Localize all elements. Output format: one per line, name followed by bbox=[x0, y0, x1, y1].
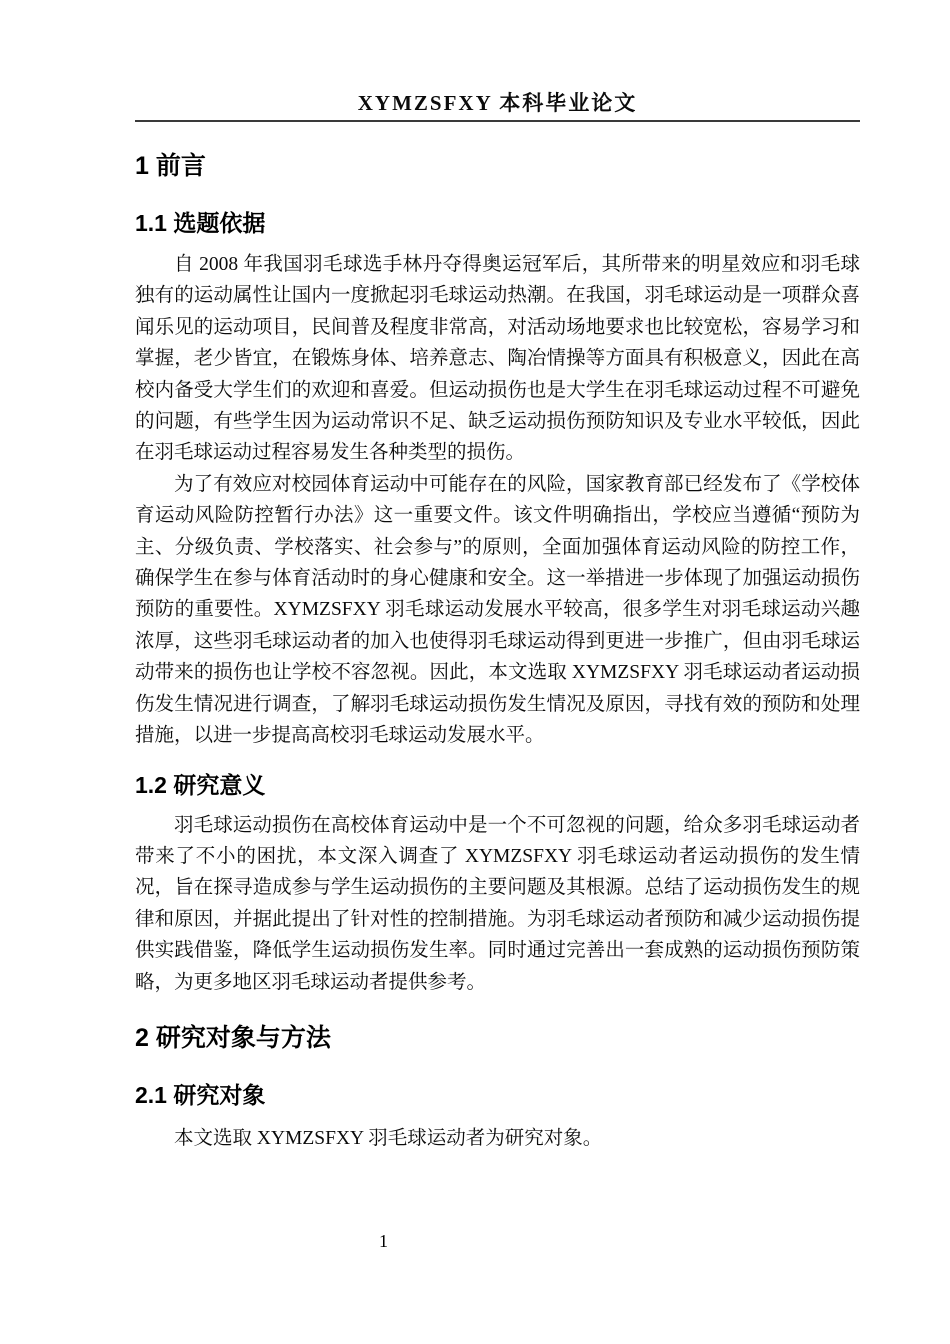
page-header bbox=[135, 90, 860, 116]
page-header-title: XYMZSFXY 本科毕业论文 bbox=[357, 91, 638, 115]
heading-1-foreword: 1 前言 bbox=[135, 152, 206, 180]
document-content bbox=[135, 90, 860, 1154]
heading-2-1-research-subjects: 2.1 研究对象 bbox=[135, 1081, 266, 1108]
paragraph-topic-basis-1: 自 2008 年我国羽毛球选手林丹夺得奥运冠军后，其所带来的明星效应和羽毛球独有的运动属性让国内一度掀起羽毛球运动热潮。在我国，羽毛球运动是一项群众喜闻乐见的运动项目，民间普及程度非常高，对活动场地要求也比较宽松，容易学习和掌握，老少皆宜，在锻炼身体、培养意志、陶冶情操等方面具有积极意义，因此在高校内备受大学生们的欢迎和喜爱。但运动损伤也是大学生在羽毛球运动过程不可避免的问题，有些学生因为运动常识不足、缺乏运动损伤预防知识及专业水平较低，因此在羽毛球运动过程容易发生各种类型的损伤。 bbox=[135, 254, 860, 464]
page-number: 1 bbox=[379, 1231, 388, 1251]
heading-1-1-topic-basis: 1.1 选题依据 bbox=[135, 210, 266, 236]
header-divider bbox=[135, 120, 860, 122]
paragraph-topic-basis-2: 为了有效应对校园体育运动中可能存在的风险，国家教育部已经发布了《学校体育运动风险防控暂行办法》这一重要文件。该文件明确指出，学校应当遵循“预防为主、分级负责、学校落实、社会参与”的原则，全面加强体育运动风险的防控工作，确保学生在参与体育活动时的身心健康和安全。这一举措进一步体现了加强运动损伤预防的重要性。XYMZSFXY 羽毛球运动发展水平较高，很多学生对羽毛球运动兴趣浓厚，这些羽毛球运动者的加入也使得羽毛球运动得到更进一步推广，但由羽毛球运动带来的损伤也让学校不容忽视。因此，本文选取 XYMZSFXY 羽毛球运动者运动损伤发生情况进行调查，了解羽毛球运动损伤发生情况及原因，寻找有效的预防和处理措施，以进一步提高高校羽毛球运动发展水平。 bbox=[135, 473, 860, 747]
paragraph-research-subjects: 本文选取 XYMZSFXY 羽毛球运动者为研究对象。 bbox=[174, 1127, 603, 1149]
heading-2-subjects-and-methods: 2 研究对象与方法 bbox=[135, 1023, 331, 1052]
paragraph-research-significance: 羽毛球运动损伤在高校体育运动中是一个不可忽视的问题，给众多羽毛球运动者带来了不小的困扰，本文深入调查了 XYMZSFXY 羽毛球运动者运动损伤的发生情况，旨在探寻造成参与学生运动损伤的主要问题及其根源。总结了运动损伤发生的规律和原因，并据此提出了针对性的控制措施。为羽毛球运动者预防和减少运动损伤提供实践借鉴，降低学生运动损伤发生率。同时通过完善出一套成熟的运动损伤预防策略，为更多地区羽毛球运动者提供参考。 bbox=[135, 814, 860, 993]
heading-1-2-research-significance: 1.2 研究意义 bbox=[135, 771, 266, 798]
